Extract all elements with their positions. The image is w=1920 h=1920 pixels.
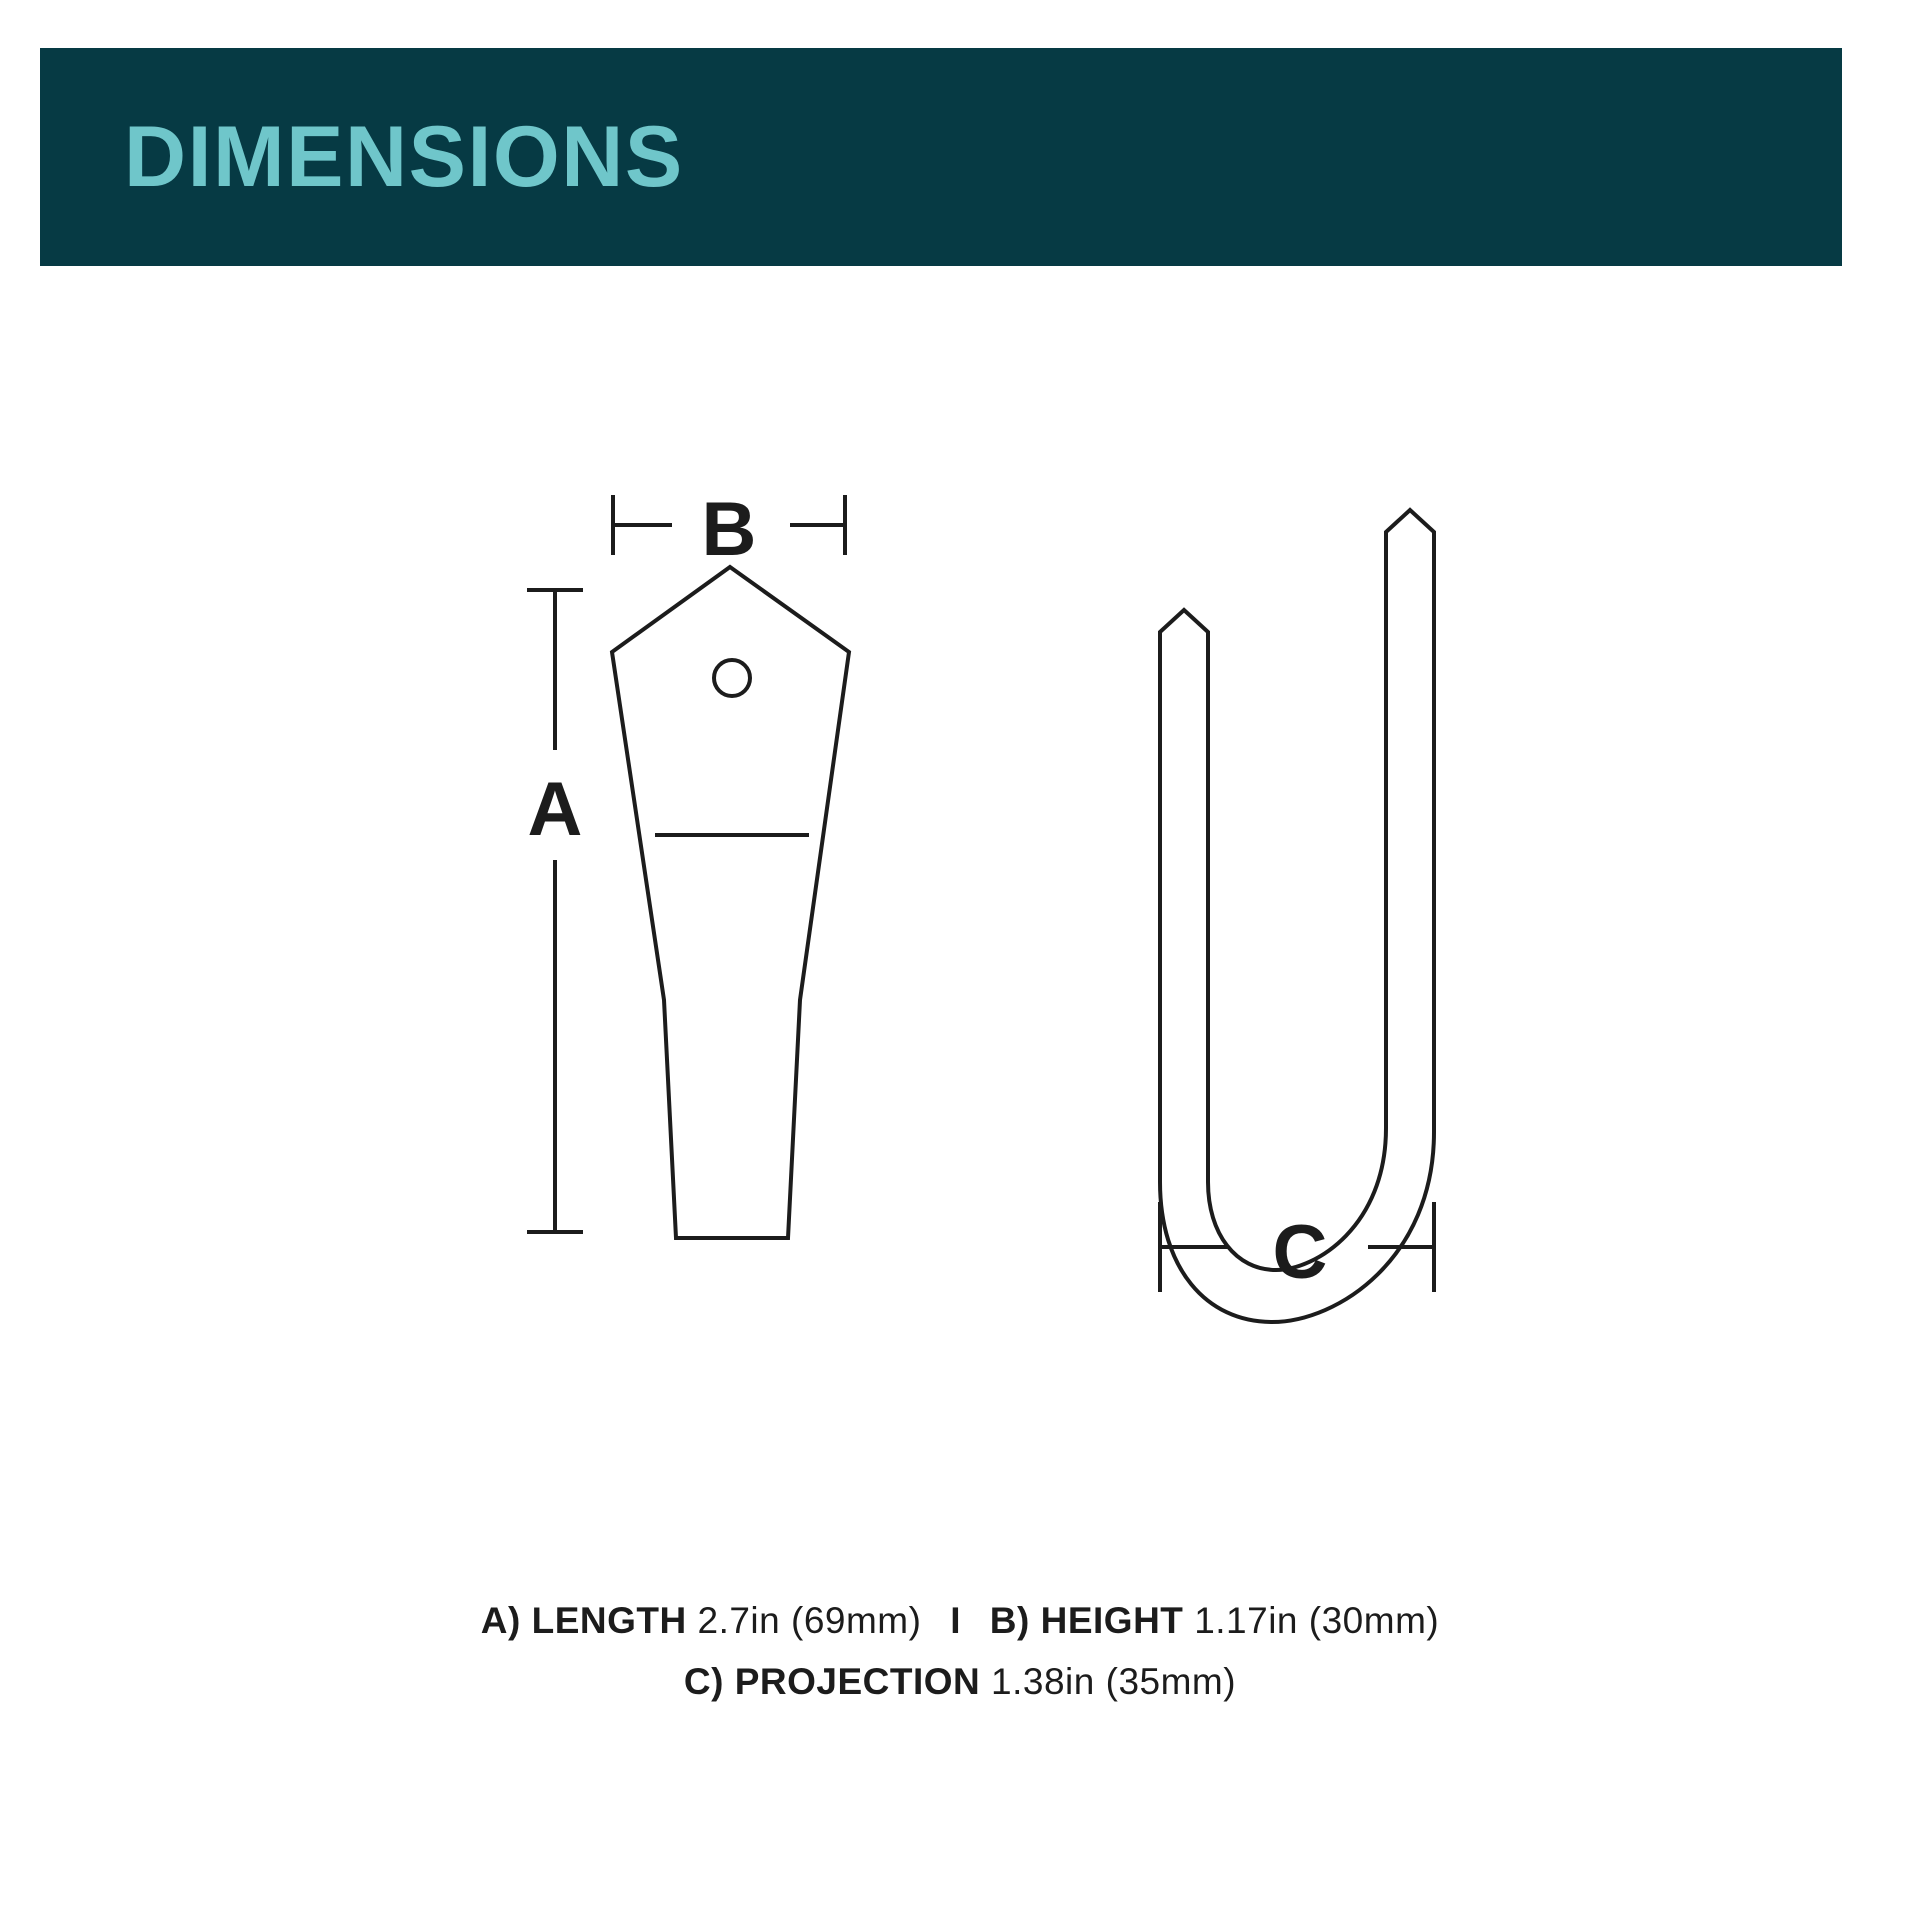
caption-c-value: 1.38in (35mm)	[991, 1661, 1237, 1703]
dimension-label-c: C	[1272, 1210, 1328, 1295]
screw-hole	[714, 660, 750, 696]
caption-a-label: A) LENGTH	[480, 1600, 687, 1641]
caption-line-1	[0, 1590, 1920, 1651]
dimension-label-b: B	[701, 487, 757, 572]
dimension-label-a: A	[527, 767, 583, 852]
caption-a-value: 2.7in (69mm)	[697, 1600, 922, 1641]
front-view-outline	[612, 567, 849, 1238]
dimension-line-a	[527, 590, 583, 1232]
caption-separator: I	[950, 1600, 962, 1641]
dimension-drawing	[0, 430, 1920, 1330]
caption-b-value: 1.17in (30mm)	[1194, 1600, 1440, 1641]
page-title: DIMENSIONS	[124, 109, 684, 205]
caption-block	[0, 1590, 1920, 1712]
side-view-outline	[1160, 510, 1434, 1322]
caption-b-label: B) HEIGHT	[989, 1600, 1184, 1641]
caption-line-2	[0, 1651, 1920, 1712]
caption-c-label: C) PROJECTION	[683, 1661, 981, 1703]
header-banner	[40, 48, 1842, 266]
